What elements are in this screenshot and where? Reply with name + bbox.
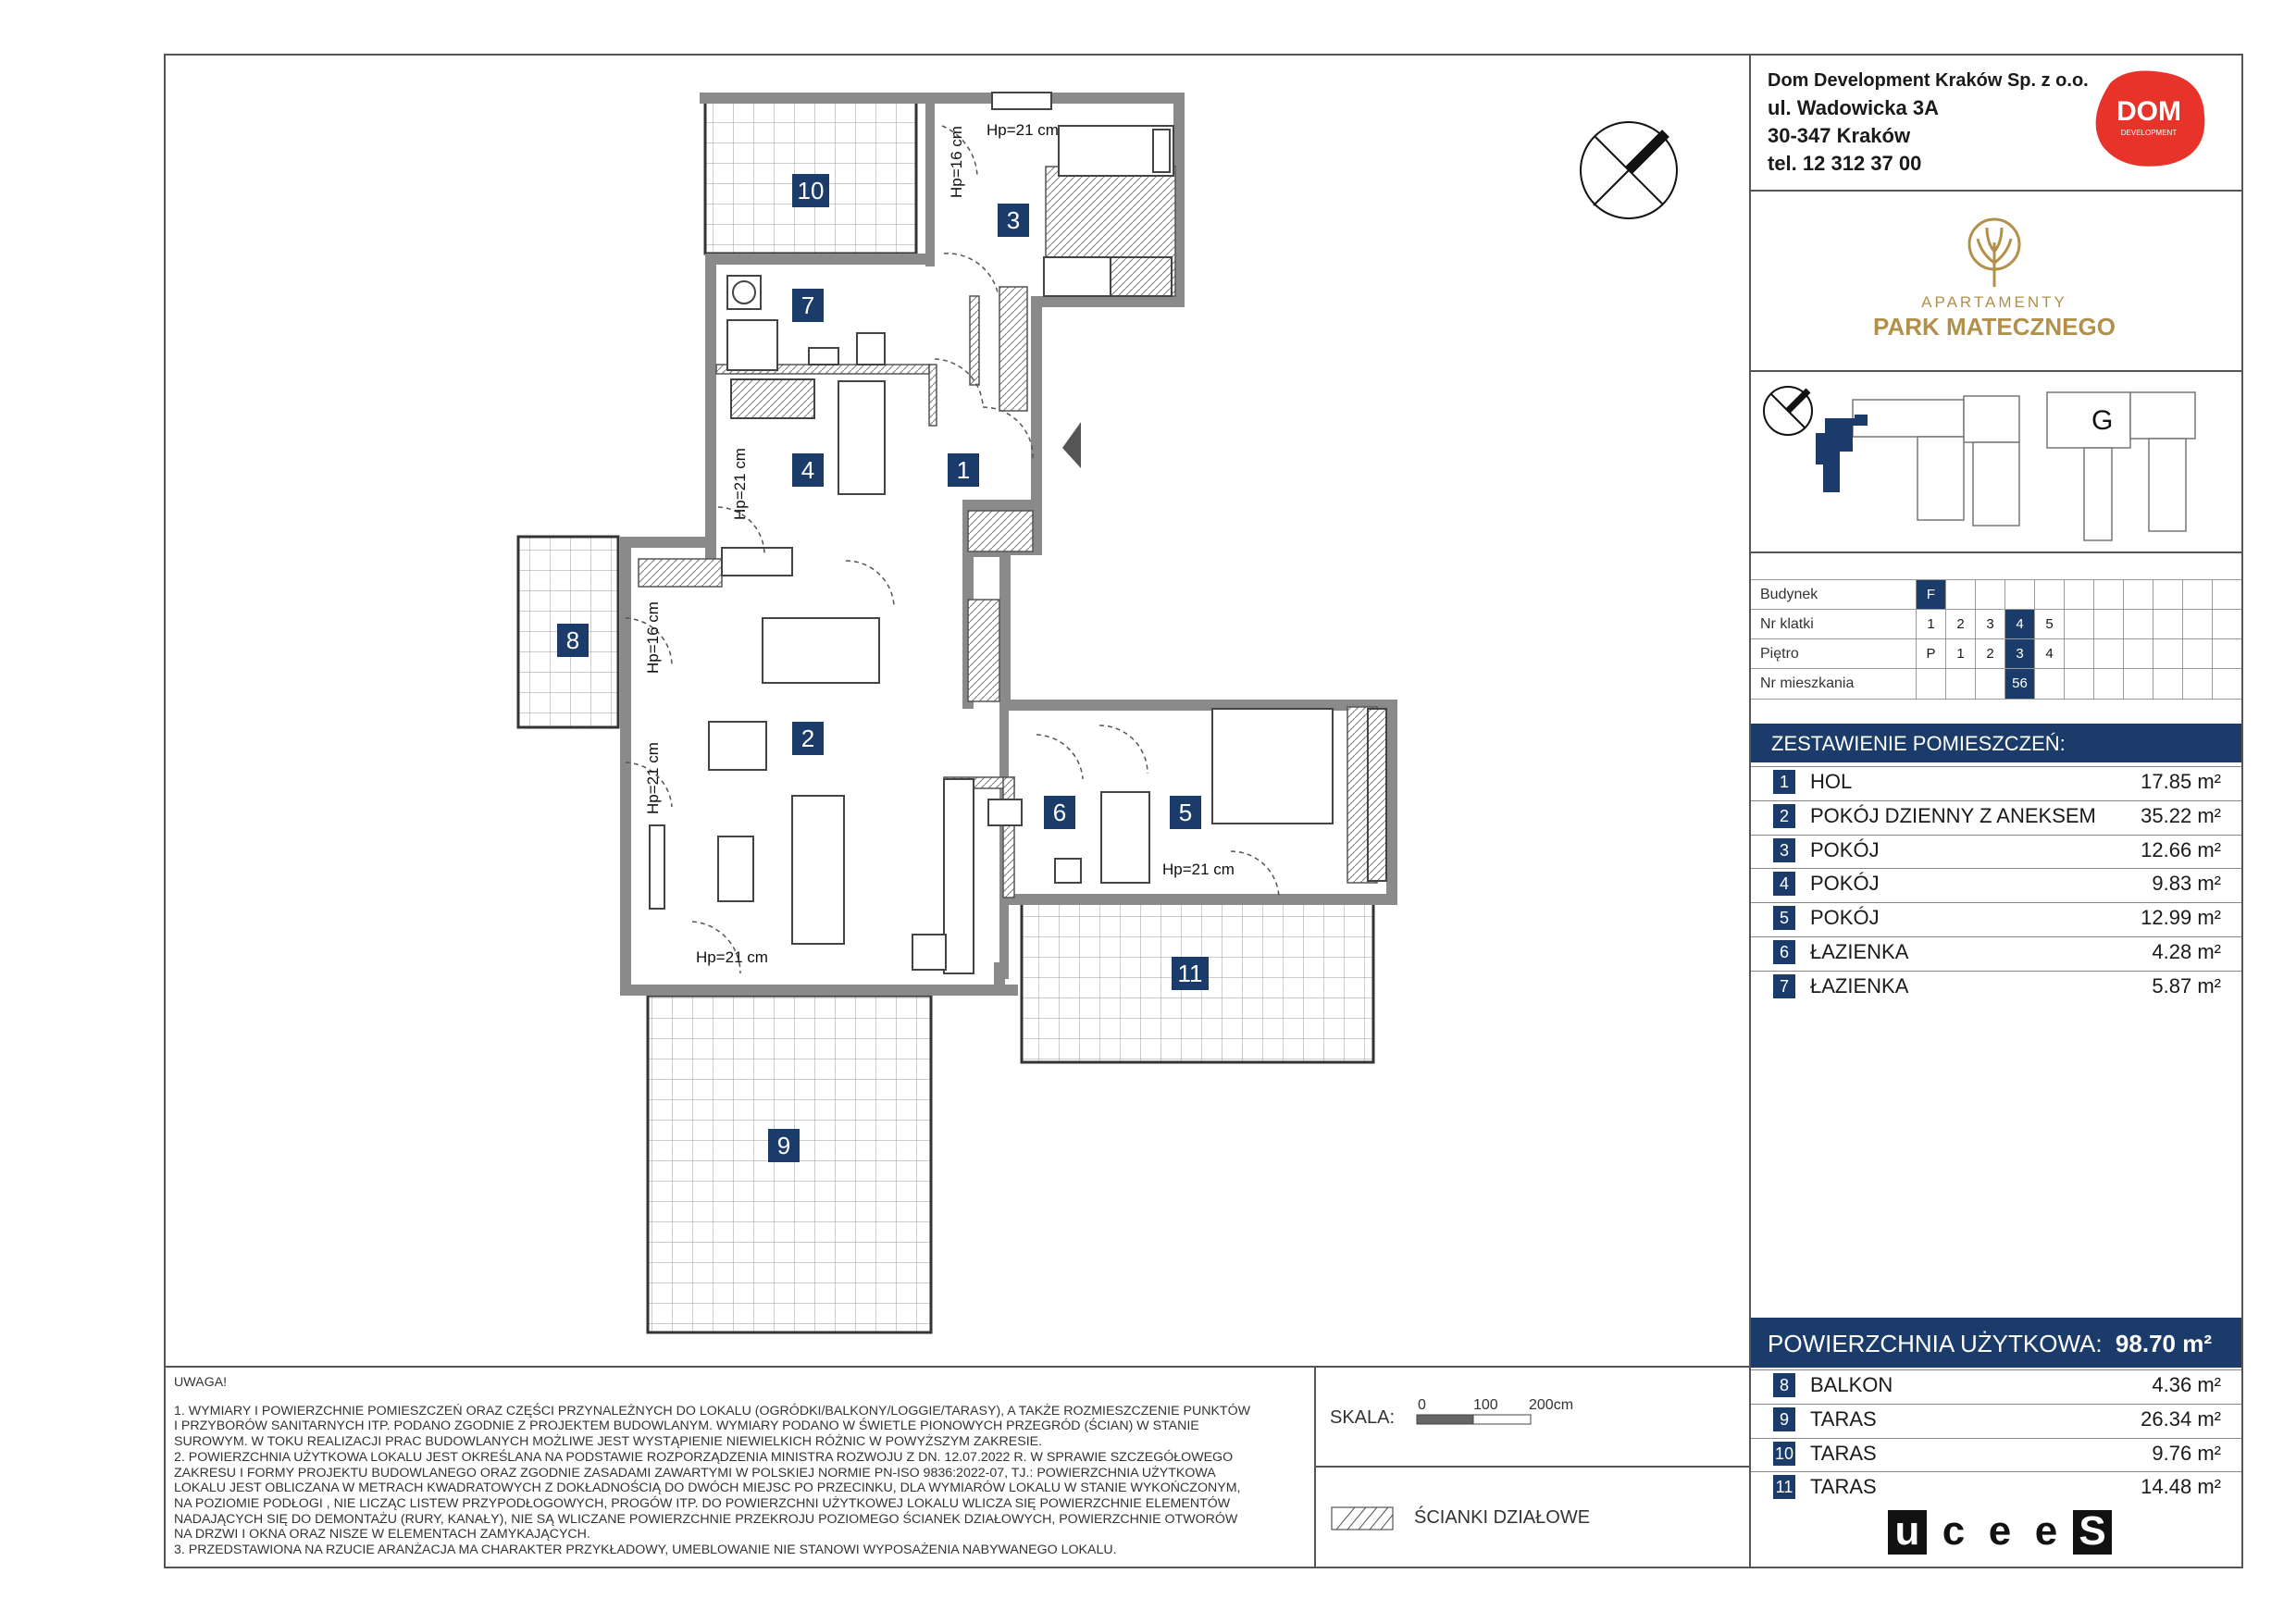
room-area: 35.22 m²	[2141, 803, 2221, 827]
coffee-table	[718, 836, 753, 901]
info-grid-cell	[2093, 580, 2123, 610]
room-row	[1751, 868, 2241, 902]
info-grid-cell	[2123, 669, 2153, 699]
notes-heading: UWAGA!	[174, 1375, 228, 1390]
info-grid-cell	[2123, 610, 2153, 639]
room-area: 26.34 m²	[2141, 1406, 2221, 1431]
info-grid-row	[1751, 609, 2241, 639]
room-row	[1751, 902, 2241, 936]
bathtub	[1101, 792, 1149, 883]
note-line: NADAJĄCYCH SIĘ DO DEMONTAŻU (RURY, KANAŁY), NIE SĄ WLICZANE POWIERZCHNIE PRZEKROJU POZIOMEGO ŚCIANEK DZIAŁOWYCH, POWIERZCHNIE OTWORÓW	[174, 1511, 1238, 1527]
room-number: 9	[1773, 1407, 1795, 1431]
room-name: POKÓJ	[1810, 906, 1880, 930]
info-grid-label: Nr mieszkania	[1760, 675, 1855, 691]
info-grid-cell	[1975, 669, 2004, 699]
info-grid-cell	[2123, 639, 2153, 669]
info-grid-cell	[1945, 580, 1975, 610]
plan-room-2: 2	[792, 722, 824, 755]
plan-room-9: 9	[768, 1129, 800, 1162]
toilet	[857, 333, 885, 365]
info-grid-cell	[2212, 610, 2241, 639]
summary-title: ZESTAWIENIE POMIESZCZEŃ:	[1751, 724, 2241, 762]
logo-subtext: DEVELOPMENT	[2120, 129, 2178, 137]
room-name: POKÓJ DZIENNY Z ANEKSEM	[1810, 803, 2096, 827]
logo-letter: e	[1988, 1508, 2012, 1554]
room-number: 1	[1773, 770, 1795, 794]
room-area: 4.28 m²	[2152, 940, 2221, 963]
info-grid-cell	[2182, 669, 2212, 699]
room-number: 4	[1773, 872, 1795, 896]
dining-table	[763, 618, 879, 683]
usable-area-value: 98.70 m²	[2115, 1330, 2212, 1357]
logo-letter: S	[2073, 1510, 2112, 1555]
note-line: LOKALU JEST OBLICZANA W METRACH KWADRATOWYCH Z DOKŁADNOŚCIĄ DO DWÓCH MIEJSC PO PRZECINKU, DLA WYMIARÓW LOKALU W STANIE WYKOŃCZONYM,	[174, 1481, 1241, 1496]
room-name: POKÓJ	[1810, 872, 1880, 896]
site-map	[1751, 372, 2241, 550]
plan-room-1: 1	[948, 453, 979, 487]
info-grid-cell: 3	[1975, 610, 2004, 639]
plan-room-11: 11	[1172, 957, 1209, 990]
legend-label: ŚCIANKI DZIAŁOWE	[1414, 1507, 1591, 1528]
room-name: TARAS	[1810, 1406, 1877, 1431]
room-number: 3	[1773, 838, 1795, 862]
room-row	[1751, 1471, 2241, 1505]
tree-icon	[1967, 215, 2022, 289]
info-grid-cell: 1	[1945, 639, 1975, 669]
info-grid-cell	[2064, 580, 2093, 610]
company-city: 30-347 Kraków	[1768, 124, 1911, 147]
divider	[1314, 1466, 1749, 1468]
room-area: 17.85 m²	[2141, 770, 2221, 793]
desk-room-4	[722, 548, 792, 576]
info-grid-cell	[1916, 669, 1945, 699]
info-grid-cell: 5	[2034, 610, 2064, 639]
info-grid-cell	[2153, 639, 2182, 669]
room-name: TARAS	[1810, 1475, 1877, 1499]
room-area: 14.48 m²	[2141, 1475, 2221, 1499]
room-name: TARAS	[1810, 1441, 1877, 1465]
info-grid-label: Nr klatki	[1760, 616, 1814, 632]
info-grid-cell	[2182, 580, 2212, 610]
room-area: 5.87 m²	[2152, 973, 2221, 997]
info-grid-cell	[2153, 610, 2182, 639]
scale-bar	[1416, 1414, 1536, 1425]
info-grid-cell: 1	[1916, 610, 1945, 639]
room-number: 6	[1773, 940, 1795, 964]
dom-development-logo	[2090, 67, 2210, 170]
info-grid-cell: 4	[2034, 639, 2064, 669]
plan-room-3: 3	[998, 204, 1029, 237]
info-grid-cell: F	[1916, 580, 1945, 610]
room-number: 10	[1773, 1442, 1795, 1466]
room-number: 2	[1773, 804, 1795, 828]
room-name: ŁAZIENKA	[1810, 940, 1909, 963]
room-row	[1751, 936, 2241, 971]
plan-room-5: 5	[1170, 796, 1201, 829]
entrance-arrow-icon	[1062, 422, 1081, 468]
info-grid-cell	[2153, 580, 2182, 610]
notes	[174, 1375, 1285, 1558]
info-grid-cell: 56	[2004, 669, 2034, 699]
cooktop	[912, 935, 946, 970]
room-row	[1751, 1404, 2241, 1438]
usable-area-bar	[1751, 1318, 2241, 1368]
height-label: Hp=21 cm	[644, 742, 662, 814]
plan-room-10: 10	[792, 174, 829, 207]
bed-room-4	[838, 381, 885, 494]
note-line: NA POZIOMIE PODŁOGI , NIE LICZĄC LISTEW PRZYPODŁOGOWYCH, PROGÓW ITP. DO POWIERZCHNI UŻYTKOWEJ LOKALU WLICZA SIĘ POWIERZCHNIE ELEMENTÓW	[174, 1495, 1231, 1511]
room-row	[1751, 766, 2241, 800]
height-label: Hp=21 cm	[731, 448, 749, 520]
divider	[1749, 551, 2243, 553]
info-grid-cell	[2123, 580, 2153, 610]
plan-room-7: 7	[792, 289, 824, 322]
info-grid-cell	[2212, 669, 2241, 699]
tv	[650, 825, 664, 909]
info-grid-cell	[2093, 639, 2123, 669]
plan-room-8: 8	[557, 624, 589, 657]
info-grid-cell: 2	[1945, 610, 1975, 639]
info-grid-cell: 2	[1975, 639, 2004, 669]
logo-letter: e	[2034, 1508, 2058, 1554]
info-grid-cell	[2064, 669, 2093, 699]
note-line: ZAKRESU I FORMY PROJEKTU BUDOWLANEGO ORAZ ZGODNIE ZASADAMI ZAWARTYMI W POLSKIEJ NORMIE PN-ISO 9836:2022-07, TJ.: POWIERZCHNIA UŻYTKOWA	[174, 1465, 1216, 1481]
note-line: NA DRZWI I OKNA ORAZ NISZE W ELEMENTACH ZAMYKAJĄCYCH.	[174, 1527, 590, 1542]
building-letter: G	[2091, 405, 2114, 436]
room-area: 12.99 m²	[2141, 906, 2221, 930]
project-line2: PARK MATECZNEGO	[1873, 313, 2116, 341]
info-grid-cell	[2182, 639, 2212, 669]
bed-room-5	[1212, 709, 1333, 824]
info-grid-label: Budynek	[1760, 587, 1818, 602]
company-street: ul. Wadowicka 3A	[1768, 96, 1940, 119]
info-grid-row	[1751, 638, 2241, 669]
company-address	[1768, 67, 2089, 178]
info-grid-cell: 3	[2004, 639, 2034, 669]
info-grid-cell	[2004, 580, 2034, 610]
note-line: 2. POWIERZCHNIA UŻYTKOWA LOKALU JEST OKREŚLANA NA PODSTAWIE ROZPORZĄDZENIA MINISTRA ROZWOJU Z DN. 12.07.2022 R. W SPRAWIE SZCZEGÓŁOWEGO	[174, 1449, 1234, 1465]
room-area: 9.83 m²	[2152, 872, 2221, 896]
room-row	[1751, 971, 2241, 1005]
height-label: Hp=21 cm	[987, 121, 1059, 139]
info-grid-cell	[2212, 580, 2241, 610]
height-label: Hp=16 cm	[644, 601, 662, 674]
room-area: 12.66 m²	[2141, 837, 2221, 861]
scale-tick-200: 200cm	[1529, 1397, 1574, 1413]
note-line: I PRZYBORÓW SANITARNYCH ITP. PODANO ZGODNIE Z PROJEKTEM BUDOWLANYM. WYMIARY PODANO W ŚWIETLE PIONOWYCH PRZEGRÓD (ŚCIAN) W STANIE	[174, 1419, 1199, 1434]
project-logo	[1869, 215, 2119, 344]
shower	[727, 320, 777, 370]
note-line: SUROWYM. W TOKU REALIZACJI PRAC BUDOWLANYCH MOŻLIWE JEST WYSTĄPIENIE NIEWIELKICH RÓŻNIC W POWYŻSZYM ZAKRESIE.	[174, 1434, 1043, 1450]
info-grid-cell	[1945, 669, 1975, 699]
company-name: Dom Development Kraków Sp. z o.o.	[1768, 70, 2089, 91]
room-row	[1751, 800, 2241, 835]
info-grid-label: Piętro	[1760, 646, 1799, 662]
height-label: Hp=16 cm	[948, 126, 965, 198]
info-grid-cell	[2153, 669, 2182, 699]
info-grid-row	[1751, 579, 2241, 610]
window	[992, 93, 1051, 109]
scale-tick-0: 0	[1418, 1397, 1426, 1413]
desk-room-3	[1044, 257, 1111, 296]
height-label: Hp=21 cm	[696, 948, 768, 966]
room-number: 7	[1773, 974, 1795, 998]
terrace-9	[648, 996, 931, 1332]
room-row	[1751, 1369, 2241, 1404]
info-grid-cell	[2093, 610, 2123, 639]
info-grid-cell	[2093, 669, 2123, 699]
sink	[809, 348, 838, 365]
plan-room-4: 4	[792, 453, 824, 487]
info-grid-cell	[2064, 610, 2093, 639]
logo-letter: u	[1888, 1510, 1927, 1555]
info-grid-cell	[2212, 639, 2241, 669]
info-grid-cell	[2064, 639, 2093, 669]
info-grid-cell: 4	[2004, 610, 2034, 639]
project-line1: APARTAMENTY	[1921, 293, 2067, 311]
toilet-6	[988, 799, 1022, 825]
room-row	[1751, 835, 2241, 869]
sofa	[792, 796, 844, 944]
room-name: BALKON	[1810, 1373, 1893, 1396]
notes-body	[174, 1404, 1285, 1558]
info-grid-cell	[2034, 580, 2064, 610]
mini-compass-icon	[1764, 387, 1812, 435]
usable-area-label: POWIERZCHNIA UŻYTKOWA:	[1768, 1330, 2103, 1357]
plan-room-6: 6	[1044, 796, 1075, 829]
info-grid-cell: P	[1916, 639, 1945, 669]
divider	[1749, 190, 2243, 192]
room-name: HOL	[1810, 770, 1853, 793]
room-name: ŁAZIENKA	[1810, 973, 1909, 997]
info-grid-cell	[1975, 580, 2004, 610]
company-phone: tel. 12 312 37 00	[1768, 152, 1922, 175]
room-name: POKÓJ	[1810, 837, 1880, 861]
note-line: 3. PRZEDSTAWIONA NA RZUCIE ARANŻACJA MA CHARAKTER PRZYKŁADOWY, UMEBLOWANIE NIE STANOWI WYPOSAŻENIA NABYWANEGO LOKALU.	[174, 1542, 1117, 1558]
info-grid-cell	[2182, 610, 2212, 639]
room-row	[1751, 1438, 2241, 1472]
scale-label: SKALA:	[1330, 1407, 1396, 1428]
kitchen-counter	[944, 779, 974, 973]
room-number: 8	[1773, 1373, 1795, 1397]
armchair	[709, 722, 766, 770]
scale-tick-100: 100	[1473, 1397, 1498, 1413]
sink-6	[1055, 859, 1081, 883]
room-number: 11	[1773, 1475, 1795, 1499]
logo-letter: c	[1942, 1508, 1966, 1554]
info-grid-cell	[2034, 669, 2064, 699]
info-grid-row	[1751, 668, 2241, 700]
logo-text: DOM	[2116, 96, 2181, 127]
partition-hatch-icon	[1331, 1506, 1394, 1530]
room-area: 4.36 m²	[2152, 1373, 2221, 1396]
ucees-logo	[1888, 1510, 2112, 1555]
room-number: 5	[1773, 906, 1795, 930]
note-line: 1. WYMIARY I POWIERZCHNIE POMIESZCZEŃ ORAZ CZĘŚCI PRZYNALEŻNYCH DO LOKALU (OGRÓDKI/BALKONY/LOGGIE/TARASY), A TAKŻE ROZMIESZCZENIE PUNKTÓW	[174, 1403, 1251, 1419]
height-label: Hp=21 cm	[1162, 861, 1235, 878]
room-area: 9.76 m²	[2152, 1441, 2221, 1465]
